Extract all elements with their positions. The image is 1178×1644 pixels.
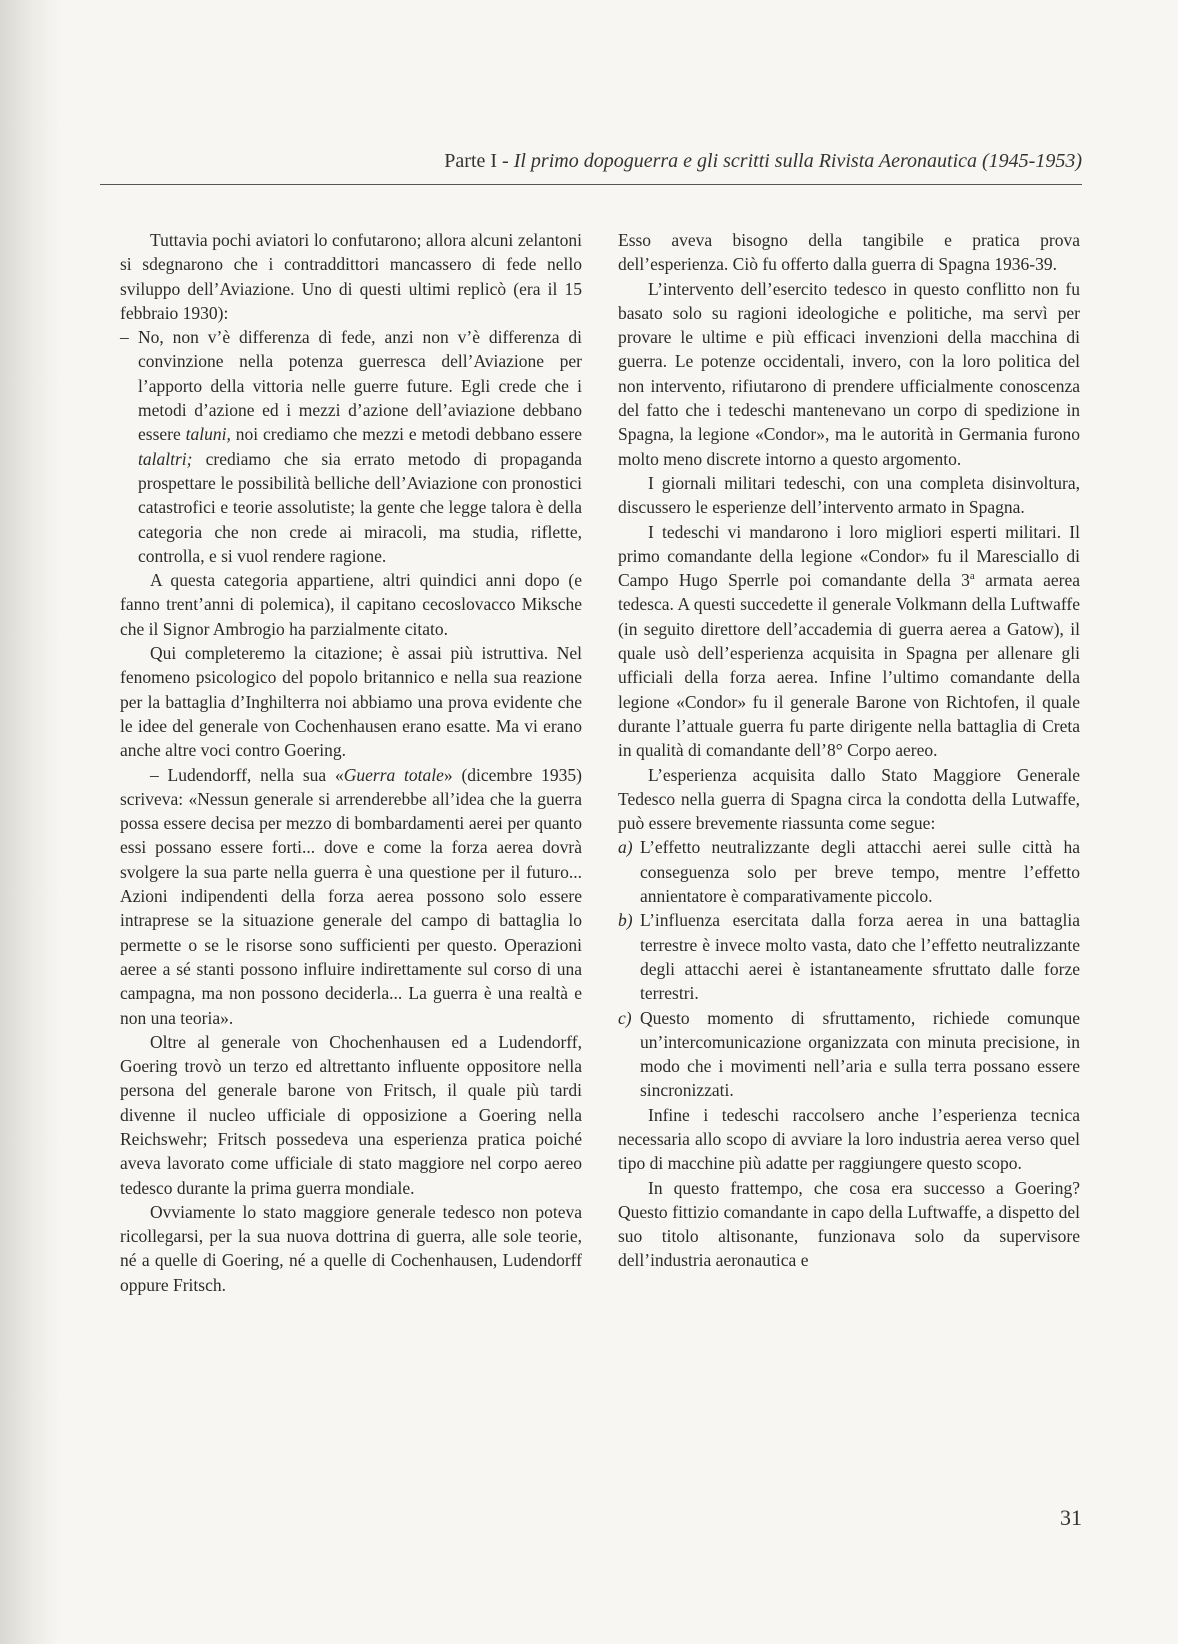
list-marker: b): [618, 910, 633, 931]
paragraph: L’esperienza acquisita dallo Stato Maggiore Generale Tedesco nella guerra di Spagna circa la condotta della Lutwaffe, può essere brevemente riassunta come segue:: [618, 764, 1080, 834]
paragraph: L’intervento dell’esercito tedesco in questo conflitto non fu basato solo su ragioni ideologiche e politiche, ma servì per provare le ultime e più efficaci invenzioni della macchina di guerra. Le potenze occidentali, invero, con la loro politica del non intervento, rifiutarono di prendere ufficialmente conoscenza del fatto che i tedeschi mantenevano un corpo di spedizione in Spagna, la legione «Condor», ma le autorità in Germania furono molto meno discrete intorno a questo argomento.: [618, 278, 1080, 469]
paragraph: A questa categoria appartiene, altri quindici anni dopo (e fanno trent’anni di polemica), il capitano cecoslovacco Miksche che il Signor Ambrogio ha parzialmente citato.: [120, 570, 582, 639]
book-title: Guerra totale: [343, 764, 444, 785]
list-marker: c): [618, 1007, 632, 1028]
emphasis: taluni,: [185, 424, 231, 445]
binding-gutter-shadow: [0, 0, 60, 1644]
superscript: a: [969, 570, 975, 583]
header-part-label: Parte I -: [444, 150, 514, 172]
page-number: 31: [1060, 1505, 1082, 1530]
right-column: [618, 228, 1080, 1273]
quoted-reply: – No, non v’è differenza di fede, anzi non v’è differenza di convinzione nella potenza guerresca dell’Aviazione per l’apporto della vittoria nelle guerre future. Egli crede che i metodi d’azione ed i mezzi d’azione dell’aviazione debbano essere taluni, noi crediamo che mezzi e metodi debbano essere talaltri; crediamo che sia errato metodo di propaganda prospettare le possibilità belliche dell’Aviazione con pronostici catastrofici e teorie assolutiste; la gente che legge talora è della categoria che non crede ai miracoli, ma studia, riflette, controlla, e si vuol rendere ragione.: [120, 327, 582, 566]
paragraph: In questo frattempo, che cosa era successo a Goering? Questo fittizio comandante in capo della Luftwaffe, a dispetto del suo titolo altisonante, funzionava solo da supervisore dell’industria aeronautica e: [618, 1177, 1080, 1271]
list-item: c) Questo momento di sfruttamento, richiede comunque un’intercomunicazione organizzata con minuta precisione, in modo che i movimenti nell’aria e sulla terra possano essere sincronizzati.: [618, 1007, 1080, 1101]
list-item: b) L’influenza esercitata dalla forza aerea in una battaglia terrestre è invece molto vasta, dato che l’effetto neutralizzante degli attacchi aerei è istantaneamente sfruttato dalle forze terrestri.: [618, 910, 1080, 1004]
paragraph: Tuttavia pochi aviatori lo confutarono; allora alcuni zelantoni si sdegnarono che i contraddittori mancassero di fede nello sviluppo dell’Aviazione. Uno di questi ultimi replicò (era il 15 febbraio 1930):: [120, 230, 582, 323]
paragraph: I giornali militari tedeschi, con una completa disinvoltura, discussero le esperienze dell’intervento armato in Spagna.: [618, 472, 1080, 518]
list-marker: a): [618, 837, 633, 858]
paragraph: Esso aveva bisogno della tangibile e pratica prova dell’esperienza. Ciò fu offerto dalla guerra di Spagna 1936-39.: [618, 230, 1080, 275]
header-rule: [100, 184, 1082, 185]
paragraph: Oltre al generale von Chochenhausen ed a Ludendorff, Goering trovò un terzo ed altrettanto influente oppositore nella persona del generale barone von Fritsch, il quale più tardi divenne il nucleo ufficiale di opposizione a Goering nella Reichswehr; Fritsch possedeva una esperienza pratica poiché aveva lavorato come ufficiale di stato maggiore nel corpo aereo tedesco durante la prima guerra mondiale.: [120, 1031, 582, 1198]
left-column: [120, 228, 582, 1297]
running-header: [100, 150, 1082, 173]
paragraph: I tedeschi vi mandarono i loro migliori esperti militari. Il primo comandante della legione «Condor» fu il Maresciallo di Campo Hugo Sperrle poi comandante della 3$^a$ armata aerea tedesca. A questi succedette il generale Volkmann della Luftwaffe (in seguito direttore dell’accademia di guerra aerea a Gatow), il quale usò dell’esperienza acquisita in Spagna per allenare gli ufficiali della forza aerea. Infine l’ultimo comandante della legione «Condor» fu il generale Barone von Richtofen, il quale durante l’attuale guerra fu parte dirigente nella battaglia di Creta in qualità di comandante dell’8° Corpo aereo.: [618, 521, 1080, 761]
list-item: a) L’effetto neutralizzante degli attacchi aerei sulle città ha conseguenza solo per breve tempo, mentre l’effetto annientatore è comparativamente piccolo.: [618, 837, 1080, 907]
header-title: Il primo dopoguerra e gli scritti sulla Rivista Aeronautica (1945-1953): [513, 150, 1082, 172]
paragraph: – Ludendorff, nella sua «Guerra totale» (dicembre 1935) scriveva: «Nessun generale si arrenderebbe all’idea che la guerra possa essere decisa per mezzo di bombardamenti aerei per quanto essi possano essere forti... dove e come la forza aerea dovrà svolgere la sua parte nella guerra è una questione per il futuro... Azioni indipendenti della forza aerea possono solo essere intraprese se la situazione generale del campo di battaglia lo permette o se le risorse sono sufficienti per questo. Operazioni aeree a sé stanti possono influire indirettamente sul corso di una campagna, ma non possono deciderla... La guerra è una realtà e non una teoria».: [120, 764, 582, 1028]
paragraph: Infine i tedeschi raccolsero anche l’esperienza tecnica necessaria allo scopo di avviare la loro industria aerea verso quel tipo di macchine più adatte per raggiungere questo scopo.: [618, 1104, 1080, 1174]
dash-marker: –: [120, 327, 129, 348]
paragraph: Qui completeremo la citazione; è assai più istruttiva. Nel fenomeno psicologico del popolo britannico e nella sua reazione per la battaglia d’Inghilterra noi abbiamo una prova evidente che le idee del generale von Cochenhausen erano esatte. Ma vi erano anche altre voci contro Goering.: [120, 643, 582, 761]
paragraph: Ovviamente lo stato maggiore generale tedesco non poteva ricollegarsi, per la sua nuova dottrina di guerra, alle sole teorie, né a quelle di Goering, né a quelle di Cochenhausen, Ludendorff oppure Fritsch.: [120, 1201, 582, 1295]
emphasis: talaltri;: [138, 448, 193, 469]
